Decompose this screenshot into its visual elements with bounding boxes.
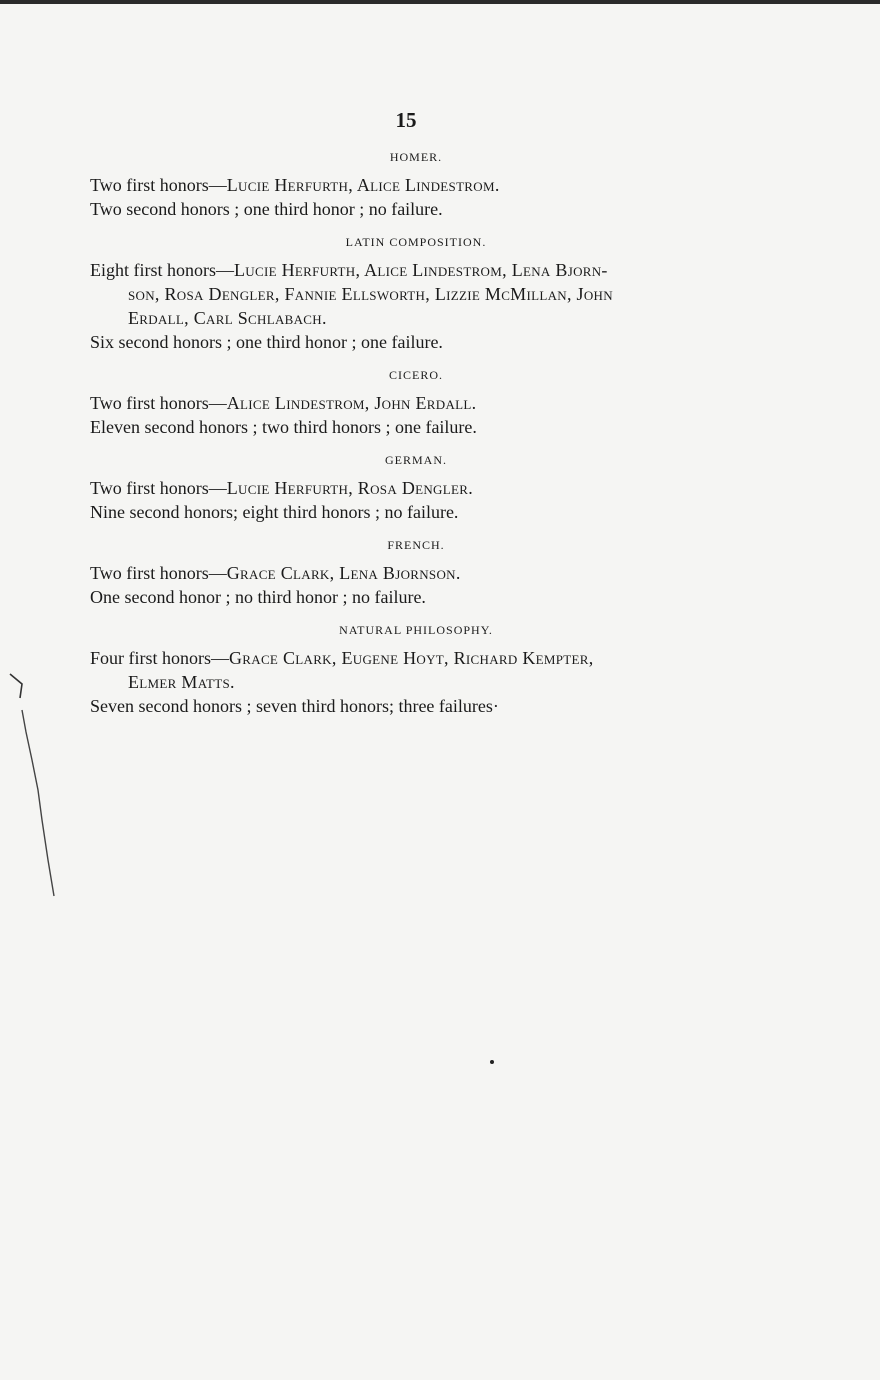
result-line	[90, 561, 740, 585]
ink-speck	[490, 1060, 494, 1064]
result-section	[90, 150, 740, 221]
honors-text: Two second honors ; one third honor ; no failure.	[90, 199, 443, 219]
honors-text: One second honor ; no third honor ; no failure.	[90, 587, 426, 607]
result-line	[90, 330, 740, 354]
honors-text: Seven second honors ; seven third honors; three failures·	[90, 696, 499, 716]
result-line	[90, 694, 740, 718]
page-number: 15	[395, 108, 417, 132]
results-list	[90, 150, 740, 732]
student-names: Erdall, Carl Schlabach.	[128, 308, 327, 328]
honors-text: Four first honors—	[90, 648, 229, 668]
result-line	[90, 585, 740, 609]
result-line	[90, 476, 740, 500]
section-heading: GERMAN.	[384, 453, 447, 467]
student-names: Grace Clark, Lena Bjornson.	[226, 563, 461, 583]
result-line	[90, 391, 740, 415]
result-section	[90, 368, 740, 439]
result-section	[90, 453, 740, 524]
section-heading: NATURAL PHILOSOPHY.	[339, 623, 493, 637]
result-section	[90, 235, 740, 354]
result-line	[90, 500, 740, 524]
result-line	[90, 646, 740, 670]
student-names: Lucie Herfurth, Alice Lindestrom.	[226, 175, 500, 195]
result-section	[90, 538, 740, 609]
student-names: Alice Lindestrom, John Erdall.	[226, 393, 477, 413]
result-section	[90, 623, 740, 718]
honors-text: Eight first honors—	[90, 260, 234, 280]
honors-text: Two first honors—	[90, 175, 227, 195]
honors-text: Six second honors ; one third honor ; one failure.	[90, 332, 443, 352]
honors-text: Two first honors—	[90, 563, 227, 583]
honors-text: Two first honors—	[90, 393, 227, 413]
section-heading: LATIN COMPOSITION.	[345, 235, 487, 249]
student-names: Grace Clark, Eugene Hoyt, Richard Kempter,	[229, 648, 594, 668]
result-line	[90, 415, 740, 439]
student-names: Lucie Herfurth, Alice Lindestrom, Lena Bjorn-	[234, 260, 608, 280]
honors-text: Nine second honors; eight third honors ; no failure.	[90, 502, 459, 522]
honors-text: Two first honors—	[90, 478, 227, 498]
section-heading: CICERO.	[388, 368, 443, 382]
student-names: son, Rosa Dengler, Fannie Ellsworth, Lizzie McMillan, John	[128, 284, 613, 304]
student-names: Lucie Herfurth, Rosa Dengler.	[226, 478, 473, 498]
continuation-line	[90, 306, 740, 330]
result-line	[90, 197, 740, 221]
result-line	[90, 173, 740, 197]
margin-ink-stroke	[8, 670, 58, 900]
result-line	[90, 258, 740, 282]
top-border-rule	[0, 0, 880, 4]
section-heading: HOMER.	[389, 150, 443, 164]
continuation-line	[90, 282, 740, 306]
continuation-line	[90, 670, 740, 694]
honors-text: Eleven second honors ; two third honors ; one failure.	[90, 417, 477, 437]
student-names: Elmer Matts.	[128, 672, 235, 692]
section-heading: FRENCH.	[387, 538, 445, 552]
